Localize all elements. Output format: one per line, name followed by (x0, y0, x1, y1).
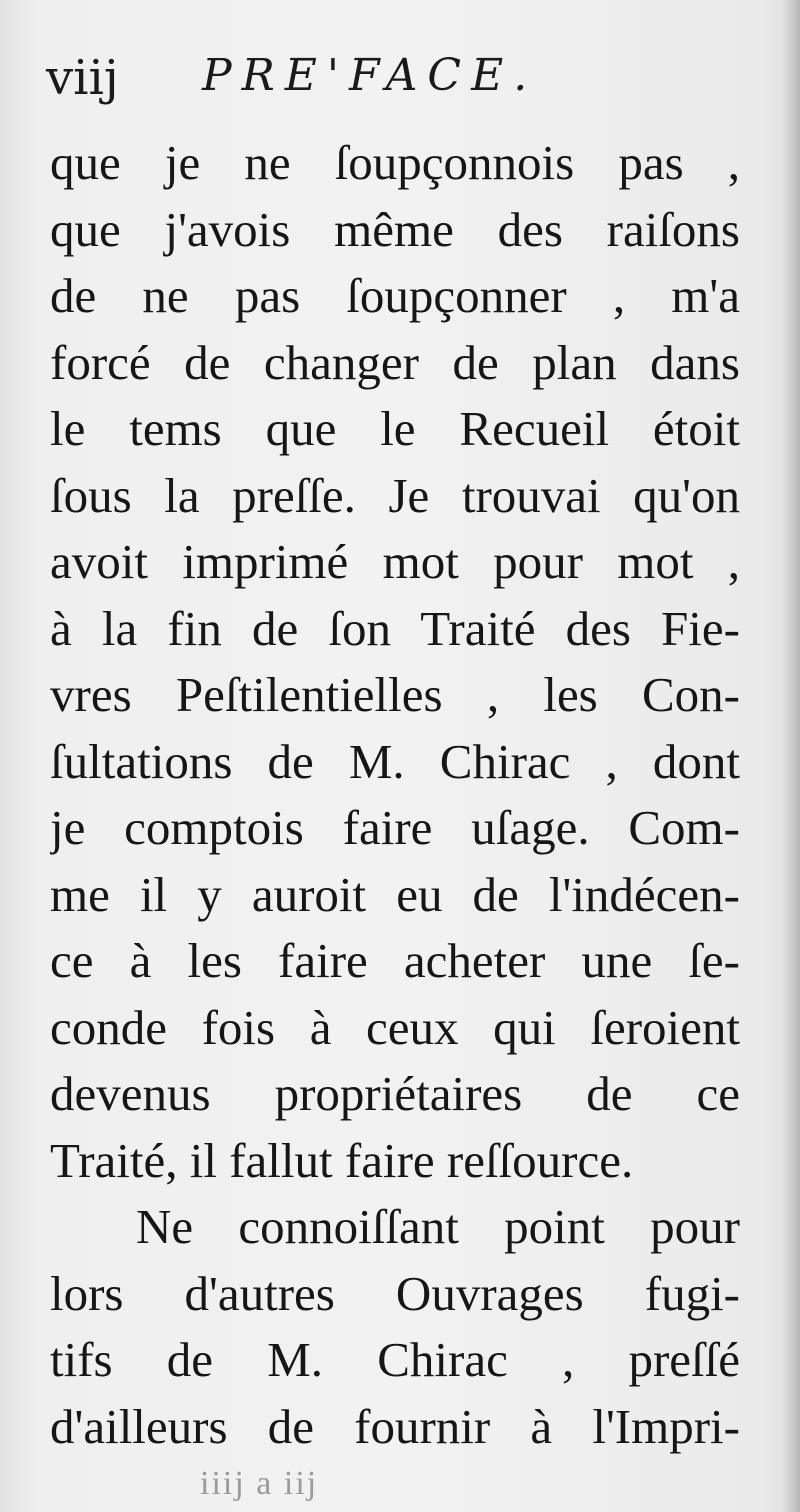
body-text (50, 130, 740, 1460)
text-line: forcé de changer de plan dans (50, 334, 740, 390)
text-line: tifs de M. Chirac , preſſé (50, 1332, 740, 1387)
signature-mark: iiij a iij (200, 1465, 319, 1502)
text-line: ſous la preſſe. Je trouvai qu'on (50, 467, 740, 523)
text-line: d'ailleurs de fournir à l'Impri- (50, 1398, 740, 1454)
text-line: avoit imprimé mot pour mot , (50, 534, 740, 589)
text-line: devenus propriétaires de ce (50, 1066, 740, 1121)
text-line: que je ne ſoupçonnois pas , (50, 135, 740, 190)
text-line: conde fois à ceux qui ſeroient (50, 999, 740, 1055)
text-line: ſultations de M. Chirac , dont (50, 733, 740, 789)
text-line: à la fin de ſon Traité des Fie- (50, 600, 740, 656)
text-line: je comptois faire uſage. Com- (50, 800, 740, 855)
paragraph-start-line: Ne connoiſſant point pour (136, 1199, 740, 1254)
page-header (46, 42, 746, 112)
page-edge-shadow (782, 0, 800, 1512)
page-number: viij (46, 50, 119, 106)
text-line: me il y auroit eu de l'indécen- (50, 866, 740, 922)
text-line: ce à les faire acheter une ſe- (50, 933, 740, 988)
paragraph-end-line: Traité, il fallut faire reſſource. (50, 1132, 634, 1188)
text-line: de ne pas ſoupçonner , m'a (50, 268, 740, 323)
text-line: lors d'autres Ouvrages fugi- (50, 1265, 740, 1321)
text-line: le tems que le Recueil étoit (50, 401, 740, 456)
running-title: PRE'FACE. (202, 50, 538, 101)
text-line: que j'avois même des raiſons (50, 201, 740, 257)
text-line: vres Peſtilentielles , les Con- (50, 667, 740, 722)
